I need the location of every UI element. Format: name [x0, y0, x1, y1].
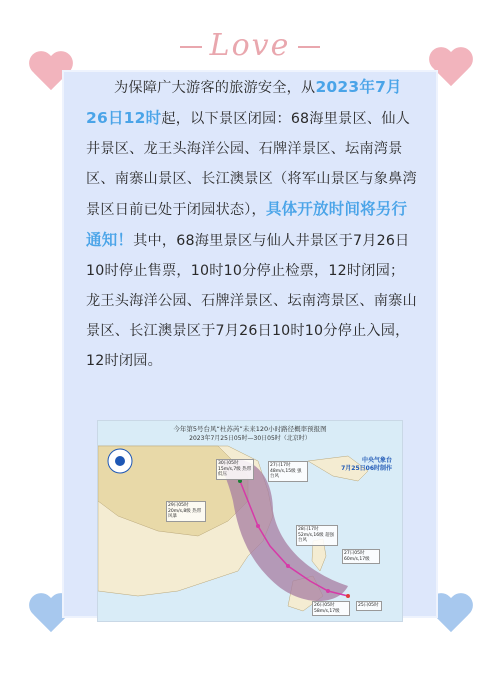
map-graphic: [98, 421, 402, 621]
map-label-26d05: 26日05时 58m/s,17级: [312, 601, 350, 616]
map-label-30d: 30日05时 15m/s,7级 热带低压: [216, 459, 254, 480]
love-text: Love: [209, 28, 291, 63]
article-text: [86, 72, 418, 376]
map-title: 今年第5号台风“杜苏芮”未来120小时路径概率预报图: [173, 425, 327, 433]
map-label-29d05: 29日05时 20m/s,8级 热带风暴: [166, 501, 206, 522]
typhoon-map: [97, 420, 403, 622]
map-label-28d17: 28日17时 52m/s,16级 超强台风: [296, 525, 338, 546]
agency-time: 7月25日06时制作: [341, 465, 392, 472]
decor-dash-left: [180, 46, 202, 48]
map-label-27d05: 27日05时 60m/s,17级: [342, 549, 380, 564]
text-seg5: 其中，68海里景区与仙人井景区于7月26日10时停止售票，10时10分停止检票，12时闭园；龙王头海洋公园、石牌洋景区、坛南湾景区、南寨山景区、长江澳景区于7月26日10时10分停止入园，12时闭园。: [86, 233, 417, 369]
map-subtitle: 2023年7月25日05时—30日05时（北京时）: [189, 435, 311, 442]
map-label-27d17: 27日17时 48m/s,15级 强台风: [268, 461, 308, 482]
text-seg3: 起，以下景区闭园：68海里景区、仙人井景区、龙王头海洋公园、石牌洋景区、坛南湾景区、南寨山景区、长江澳景区（将军山景区与象鼻湾景区日前已处于闭园状态），: [86, 111, 417, 218]
text-seg1: 为保障广大游客的旅游安全，从: [114, 80, 316, 96]
love-header: [0, 28, 500, 63]
map-agency: [341, 457, 392, 473]
agency-name: 中央气象台: [361, 457, 392, 464]
map-label-25d05: 25日05时: [356, 601, 382, 611]
notice-highlight: 具体开放时间将另行通知！: [86, 200, 408, 249]
date-highlight: 2023年7月26日12时: [86, 78, 402, 127]
decor-dash-right: [298, 46, 320, 48]
